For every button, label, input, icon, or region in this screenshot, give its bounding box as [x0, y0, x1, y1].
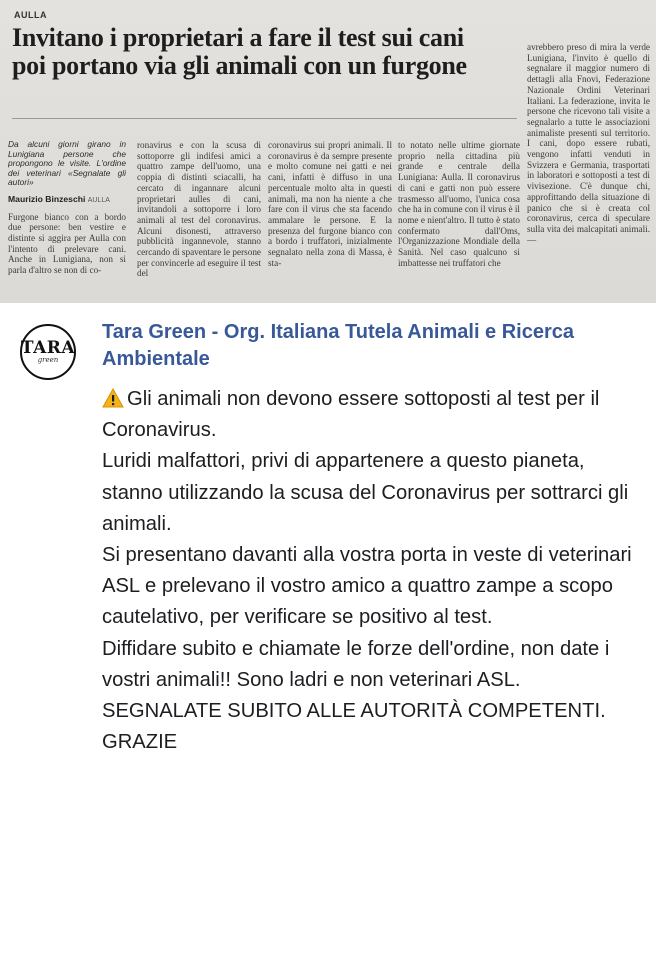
newspaper-col2-text: ronavirus e con la scusa di sottoporre gli indifesi amici a quattro zampe dell'uomo, una coppia di distinti sciacalli, ha cercato di ingannare alcuni proprietari aulles di cani, invitandoli a sottoporre i loro animali al test del coronavirus. Alcuni disonesti, attraverso pubblicità ingannevole, stanno cercando di spaventare le persone per convincerle ad eseguire il test del [137, 140, 261, 279]
warning-icon [102, 387, 124, 407]
headline-divider [12, 118, 517, 119]
social-post [0, 303, 656, 960]
newspaper-column-5 [527, 42, 650, 290]
newspaper-author [8, 194, 126, 207]
newspaper-column-3 [268, 140, 392, 290]
newspaper-section: AULLA [14, 10, 47, 20]
newspaper-col3-text: coronavirus sui propri animali. Il coronavirus è da sempre presente e molto comune nei gatti e nei cani, infatti è diffuso in una percentuale molto alta in questi animali, ma non ha niente a che fare con il virus che sta facendo ammalare le persone. E la presenza del furgone bianco con a bordo i truffatori, inizialmente segnalato nella zona di Massa, è sta- [268, 140, 392, 268]
newspaper-column-4 [398, 140, 520, 290]
headline-line-1: Invitano i proprietari a fare il test sui cani [12, 23, 464, 52]
newspaper-column-1 [8, 140, 126, 276]
post-body [102, 384, 642, 758]
author-place: AULLA [87, 196, 110, 204]
newspaper-clipping-image [0, 0, 656, 303]
avatar-logo-subtext: green [37, 356, 59, 364]
post-author-link[interactable]: Tara Green - Org. Italiana Tutela Animali e Ricerca Ambientale [102, 321, 575, 370]
avatar-logo-text: TARA [20, 338, 76, 358]
newspaper-col4-text: to notato nelle ultime giornate proprio nella cittadina più grande e centrale della Lunigiana: Aulla. Il coronavirus di cani e gatti non può essere trasmesso all'uomo, l'unica cosa che ha in comune con il virus è il nome e nient'altro. Il tutto è stato confermato dall'Oms, l'Organizzazione Mondiale della Sanità. Nel caso qualcuno si imbattesse nei truffatori che [398, 140, 520, 268]
avatar[interactable] [20, 324, 76, 380]
newspaper-col1-text: Furgone bianco con a bordo due persone: ben vestire e distinte si aggira per Aulla con l'intento di prelevare cani. Anche in Lunigiana, non si parla d'altro se non di co- [8, 211, 126, 276]
headline-line-2: poi portano via gli animali con un furgone [12, 51, 467, 80]
newspaper-column-2 [137, 140, 261, 290]
newspaper-col5-text: avrebbero preso di mira la verde Lunigiana, l'invito è quello di segnalare il maggior numero di dettagli alla Fnovi, Federazione Nazionale Ordini Veterinari Italiani. La federazione, invita le persone che ricevono tali visite a segnalarlo a tutte le associazioni animaliste presenti sul territorio. I cani, dopo essere rubati, vengono infatti venduti in Svizzera e Germania, trasportati in laboratori e sottoposti a test di vivisezione. C'è dunque chi, approfittando della situazione di panico che si è creata col coronavirus, cerca di speculare sulla vita dei malcapitati animali. — [527, 42, 650, 245]
post-body-text: Gli animali non devono essere sottoposti al test per il Coronavirus. Luridi malfattori, privi di appartenere a questo pianeta, stanno utilizzando la scusa del Coronavirus per sottrarci gli animali. Si presentano davanti alla vostra porta in veste di veterinari ASL e prelevano il vostro amico a quattro zampe a scopo cautelativo, per verificare se positivo al test. Diffidare subito e chiamate le forze dell'ordine, non date i vostri animali!! Sono ladri e non veterinari ASL. SEGNALATE SUBITO ALLE AUTORITÀ COMPETENTI. GRAZIE [102, 388, 632, 754]
newspaper-lead: Da alcuni giorni girano in Lunigiana persone che propongono le visite. L'ordine dei veterinari «Segnalate gli autori» [8, 140, 126, 188]
author-name-text: Maurizio Binzeschi [8, 193, 86, 204]
newspaper-headline [12, 24, 532, 80]
